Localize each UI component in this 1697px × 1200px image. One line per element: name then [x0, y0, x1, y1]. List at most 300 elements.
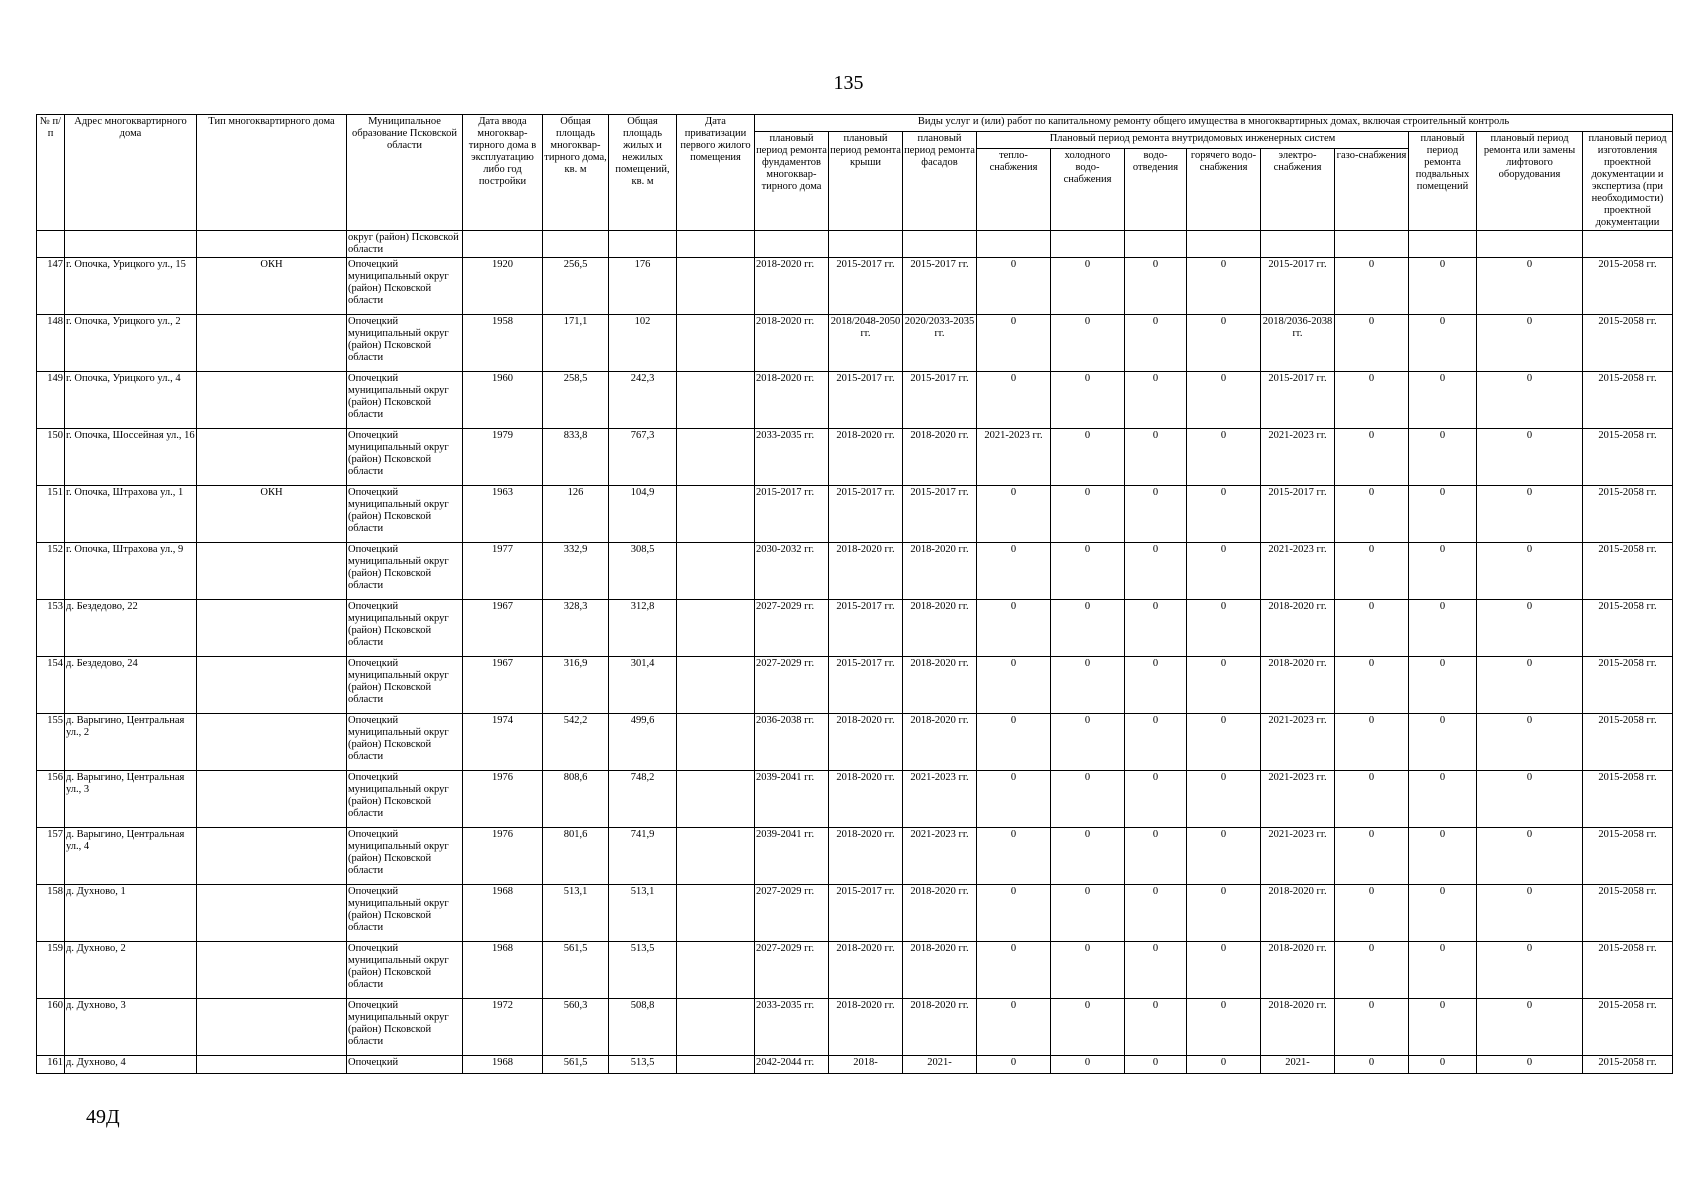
table-row [37, 828, 1673, 885]
cell-basement: 0 [1409, 714, 1477, 771]
cell-year: 1920 [463, 258, 543, 315]
cell-year: 1968 [463, 1056, 543, 1074]
cell-num: 155 [37, 714, 65, 771]
cell-basement: 0 [1409, 315, 1477, 372]
cell-sewer: 0 [1125, 714, 1187, 771]
cell-gas: 0 [1335, 1056, 1409, 1074]
cell-facade: 2018-2020 гг. [903, 543, 977, 600]
cell-elevator: 0 [1477, 657, 1583, 714]
cell-sewer: 0 [1125, 657, 1187, 714]
cell-heat: 0 [977, 258, 1051, 315]
cell-heat: 0 [977, 600, 1051, 657]
cell-living-area: 499,6 [609, 714, 677, 771]
cell-address: г. Опочка, Урицкого ул., 15 [65, 258, 197, 315]
table-row [37, 372, 1673, 429]
header-basement: плановый период ремонта подвальных помещений [1409, 132, 1477, 231]
header-works-group: Виды услуг и (или) работ по капитальному ремонту общего имущества в многоквартирных домах, включая строительный контроль [755, 115, 1673, 132]
cell-municipality: Опочецкий муниципальный округ (район) Псковской области [347, 828, 463, 885]
cell-basement: 0 [1409, 942, 1477, 999]
cell-cold-water: 0 [1051, 486, 1125, 543]
cell-year: 1968 [463, 885, 543, 942]
cell-gas: 0 [1335, 315, 1409, 372]
cell-gas: 0 [1335, 942, 1409, 999]
header-systems-group: Плановый период ремонта внутридомовых инженерных систем [977, 132, 1409, 149]
cell-cold-water: 0 [1051, 885, 1125, 942]
cell-elevator: 0 [1477, 885, 1583, 942]
cell-type [197, 600, 347, 657]
cell-elevator: 0 [1477, 771, 1583, 828]
cell-privatization-date [677, 258, 755, 315]
cell-type [197, 543, 347, 600]
cell-privatization-date [677, 657, 755, 714]
cell-privatization-date [677, 315, 755, 372]
cell-num: 152 [37, 543, 65, 600]
cell-roof: 2015-2017 гг. [829, 372, 903, 429]
cell-municipality: округ (район) Псковской области [347, 231, 463, 258]
header-electric: электро-снабжения [1261, 149, 1335, 231]
cell-living-area: 312,8 [609, 600, 677, 657]
cell-living-area: 513,1 [609, 885, 677, 942]
cell-roof: 2018-2020 гг. [829, 771, 903, 828]
cell-privatization-date [677, 600, 755, 657]
cell-privatization-date [677, 372, 755, 429]
cell-facade: 2018-2020 гг. [903, 714, 977, 771]
cell-design: 2015-2058 гг. [1583, 1056, 1673, 1074]
cell-roof: 2018-2020 гг. [829, 999, 903, 1056]
cell-foundation: 2033-2035 гг. [755, 429, 829, 486]
cell-living-area: 508,8 [609, 999, 677, 1056]
cell-year: 1958 [463, 315, 543, 372]
cell-num: 158 [37, 885, 65, 942]
table-row [37, 942, 1673, 999]
header-address: Адрес многоквартирного дома [65, 115, 197, 231]
cell-design: 2015-2058 гг. [1583, 372, 1673, 429]
cell-facade: 2021-2023 гг. [903, 828, 977, 885]
cell-design: 2015-2058 гг. [1583, 942, 1673, 999]
cell-facade: 2018-2020 гг. [903, 885, 977, 942]
table-row-continuation [37, 231, 1673, 258]
cell-elevator: 0 [1477, 372, 1583, 429]
cell-num: 153 [37, 600, 65, 657]
cell-design: 2015-2058 гг. [1583, 315, 1673, 372]
cell-design: 2015-2058 гг. [1583, 486, 1673, 543]
cell-total-area: 256,5 [543, 258, 609, 315]
cell-municipality: Опочецкий муниципальный округ (район) Псковской области [347, 999, 463, 1056]
cell-gas: 0 [1335, 543, 1409, 600]
cell-facade: 2018-2020 гг. [903, 600, 977, 657]
cell-total-area: 328,3 [543, 600, 609, 657]
cell-foundation: 2027-2029 гг. [755, 942, 829, 999]
cell-roof: 2015-2017 гг. [829, 258, 903, 315]
cell-year: 1974 [463, 714, 543, 771]
header-hot-water: горячего водо-снабжения [1187, 149, 1261, 231]
cell-heat: 0 [977, 372, 1051, 429]
cell-gas: 0 [1335, 999, 1409, 1056]
cell-type [197, 942, 347, 999]
cell-facade: 2015-2017 гг. [903, 258, 977, 315]
cell-heat: 0 [977, 885, 1051, 942]
cell-design: 2015-2058 гг. [1583, 657, 1673, 714]
cell-cold-water: 0 [1051, 828, 1125, 885]
cell-electric: 2021-2023 гг. [1261, 828, 1335, 885]
cell-hot-water: 0 [1187, 885, 1261, 942]
cell-type: ОКН [197, 486, 347, 543]
table-row [37, 657, 1673, 714]
cell-cold-water: 0 [1051, 258, 1125, 315]
cell-total-area: 171,1 [543, 315, 609, 372]
cell-living-area: 176 [609, 258, 677, 315]
cell-gas: 0 [1335, 828, 1409, 885]
cell-privatization-date [677, 828, 755, 885]
cell-design: 2015-2058 гг. [1583, 600, 1673, 657]
cell-municipality: Опочецкий муниципальный округ (район) Псковской области [347, 543, 463, 600]
cell-basement: 0 [1409, 372, 1477, 429]
cell-sewer: 0 [1125, 885, 1187, 942]
cell-elevator: 0 [1477, 999, 1583, 1056]
cell-year: 1976 [463, 828, 543, 885]
cell-municipality: Опочецкий муниципальный округ (район) Псковской области [347, 714, 463, 771]
cell-gas: 0 [1335, 714, 1409, 771]
table-row [37, 600, 1673, 657]
cell-total-area: 542,2 [543, 714, 609, 771]
cell-hot-water: 0 [1187, 315, 1261, 372]
cell-num: 151 [37, 486, 65, 543]
cell-heat: 0 [977, 543, 1051, 600]
cell-design: 2015-2058 гг. [1583, 714, 1673, 771]
table-row [37, 258, 1673, 315]
cell-gas: 0 [1335, 771, 1409, 828]
cell-electric: 2018-2020 гг. [1261, 600, 1335, 657]
cell-elevator: 0 [1477, 486, 1583, 543]
cell-electric: 2021- [1261, 1056, 1335, 1074]
cell-cold-water: 0 [1051, 600, 1125, 657]
cell-sewer: 0 [1125, 258, 1187, 315]
cell-address: д. Духново, 4 [65, 1056, 197, 1074]
cell-heat: 0 [977, 999, 1051, 1056]
cell-sewer: 0 [1125, 771, 1187, 828]
cell-hot-water: 0 [1187, 258, 1261, 315]
cell-total-area: 833,8 [543, 429, 609, 486]
cell-type [197, 714, 347, 771]
cell-address: д. Бездедово, 24 [65, 657, 197, 714]
cell-year: 1960 [463, 372, 543, 429]
cell-sewer: 0 [1125, 942, 1187, 999]
cell-heat: 0 [977, 942, 1051, 999]
cell-elevator: 0 [1477, 600, 1583, 657]
cell-municipality: Опочецкий муниципальный округ (район) Псковской области [347, 315, 463, 372]
cell-living-area: 308,5 [609, 543, 677, 600]
cell-basement: 0 [1409, 657, 1477, 714]
header-gas: газо-снабжения [1335, 149, 1409, 231]
cell-type [197, 828, 347, 885]
cell-elevator: 0 [1477, 258, 1583, 315]
cell-roof: 2018/2048-2050 гг. [829, 315, 903, 372]
table-row [37, 714, 1673, 771]
cell-year: 1979 [463, 429, 543, 486]
cell-electric: 2015-2017 гг. [1261, 372, 1335, 429]
cell-total-area: 561,5 [543, 942, 609, 999]
cell-elevator: 0 [1477, 942, 1583, 999]
cell-foundation: 2015-2017 гг. [755, 486, 829, 543]
cell-hot-water: 0 [1187, 657, 1261, 714]
cell-municipality: Опочецкий муниципальный округ (район) Псковской области [347, 771, 463, 828]
cell-living-area: 301,4 [609, 657, 677, 714]
cell-municipality: Опочецкий муниципальный округ (район) Псковской области [347, 372, 463, 429]
cell-address: д. Варыгино, Центральная ул., 3 [65, 771, 197, 828]
cell-address: г. Опочка, Урицкого ул., 4 [65, 372, 197, 429]
cell-hot-water: 0 [1187, 942, 1261, 999]
cell-sewer: 0 [1125, 999, 1187, 1056]
cell-foundation: 2033-2035 гг. [755, 999, 829, 1056]
cell-total-area: 561,5 [543, 1056, 609, 1074]
cell-municipality: Опочецкий муниципальный округ (район) Псковской области [347, 657, 463, 714]
cell-basement: 0 [1409, 543, 1477, 600]
cell-privatization-date [677, 543, 755, 600]
cell-gas: 0 [1335, 372, 1409, 429]
header-sewer: водо-отведения [1125, 149, 1187, 231]
table-row [37, 543, 1673, 600]
cell-type [197, 657, 347, 714]
cell-address: д. Духново, 2 [65, 942, 197, 999]
cell-hot-water: 0 [1187, 714, 1261, 771]
cell-living-area: 513,5 [609, 1056, 677, 1074]
cell-living-area: 767,3 [609, 429, 677, 486]
cell-roof: 2015-2017 гг. [829, 600, 903, 657]
cell-foundation: 2030-2032 гг. [755, 543, 829, 600]
cell-gas: 0 [1335, 486, 1409, 543]
table-row [37, 315, 1673, 372]
cell-sewer: 0 [1125, 600, 1187, 657]
cell-year: 1976 [463, 771, 543, 828]
cell-sewer: 0 [1125, 372, 1187, 429]
cell-cold-water: 0 [1051, 714, 1125, 771]
cell-address: г. Опочка, Штрахова ул., 9 [65, 543, 197, 600]
cell-cold-water: 0 [1051, 771, 1125, 828]
cell-address: г. Опочка, Штрахова ул., 1 [65, 486, 197, 543]
cell-cold-water: 0 [1051, 657, 1125, 714]
cell-foundation: 2042-2044 гг. [755, 1056, 829, 1074]
cell-design: 2015-2058 гг. [1583, 258, 1673, 315]
header-num: № п/п [37, 115, 65, 231]
header-total-area: Общая площадь многоквар-тирного дома, кв. м [543, 115, 609, 231]
cell-municipality: Опочецкий муниципальный округ (район) Псковской области [347, 429, 463, 486]
header-municipality: Муниципальное образование Псковской области [347, 115, 463, 231]
document-code: 49Д [86, 1106, 120, 1128]
cell-cold-water: 0 [1051, 543, 1125, 600]
cell-facade: 2021- [903, 1056, 977, 1074]
cell-gas: 0 [1335, 657, 1409, 714]
cell-privatization-date [677, 486, 755, 543]
cell-type [197, 429, 347, 486]
cell-elevator: 0 [1477, 315, 1583, 372]
cell-cold-water: 0 [1051, 429, 1125, 486]
cell-roof: 2015-2017 гг. [829, 885, 903, 942]
cell-heat: 2021-2023 гг. [977, 429, 1051, 486]
cell-heat: 0 [977, 315, 1051, 372]
cell-privatization-date [677, 714, 755, 771]
cell-num: 154 [37, 657, 65, 714]
cell-type [197, 315, 347, 372]
cell-facade: 2015-2017 гг. [903, 372, 977, 429]
cell-privatization-date [677, 885, 755, 942]
cell-elevator: 0 [1477, 714, 1583, 771]
cell-total-area: 332,9 [543, 543, 609, 600]
cell-address: д. Варыгино, Центральная ул., 4 [65, 828, 197, 885]
cell-basement: 0 [1409, 258, 1477, 315]
table-row [37, 771, 1673, 828]
cell-cold-water: 0 [1051, 315, 1125, 372]
cell-basement: 0 [1409, 828, 1477, 885]
cell-electric: 2018/2036-2038 гг. [1261, 315, 1335, 372]
cell-type [197, 885, 347, 942]
cell-facade: 2018-2020 гг. [903, 657, 977, 714]
cell-facade: 2020/2033-2035 гг. [903, 315, 977, 372]
cell-hot-water: 0 [1187, 771, 1261, 828]
cell-foundation: 2018-2020 гг. [755, 315, 829, 372]
cell-address: д. Духново, 3 [65, 999, 197, 1056]
cell-roof: 2018-2020 гг. [829, 429, 903, 486]
header-type: Тип многоквартирного дома [197, 115, 347, 231]
cell-type [197, 1056, 347, 1074]
header-elevator: плановый период ремонта или замены лифтового оборудования [1477, 132, 1583, 231]
cell-electric: 2018-2020 гг. [1261, 942, 1335, 999]
cell-facade: 2018-2020 гг. [903, 999, 977, 1056]
cell-gas: 0 [1335, 600, 1409, 657]
cell-sewer: 0 [1125, 828, 1187, 885]
cell-living-area: 242,3 [609, 372, 677, 429]
cell-hot-water: 0 [1187, 1056, 1261, 1074]
cell-foundation: 2027-2029 гг. [755, 885, 829, 942]
cell-municipality: Опочецкий муниципальный округ (район) Псковской области [347, 258, 463, 315]
cell-living-area: 513,5 [609, 942, 677, 999]
cell-facade: 2018-2020 гг. [903, 942, 977, 999]
cell-total-area: 808,6 [543, 771, 609, 828]
cell-hot-water: 0 [1187, 429, 1261, 486]
cell-address: д. Духново, 1 [65, 885, 197, 942]
cell-design: 2015-2058 гг. [1583, 885, 1673, 942]
cell-living-area: 102 [609, 315, 677, 372]
header-cold-water: холодного водо-снабжения [1051, 149, 1125, 231]
cell-num: 161 [37, 1056, 65, 1074]
cell-design: 2015-2058 гг. [1583, 999, 1673, 1056]
cell-year: 1967 [463, 657, 543, 714]
cell-hot-water: 0 [1187, 486, 1261, 543]
cell-heat: 0 [977, 714, 1051, 771]
cell-basement: 0 [1409, 771, 1477, 828]
table-row [37, 486, 1673, 543]
cell-gas: 0 [1335, 885, 1409, 942]
cell-hot-water: 0 [1187, 372, 1261, 429]
cell-hot-water: 0 [1187, 999, 1261, 1056]
cell-total-area: 560,3 [543, 999, 609, 1056]
cell-municipality: Опочецкий муниципальный округ (район) Псковской области [347, 600, 463, 657]
cell-total-area: 316,9 [543, 657, 609, 714]
cell-elevator: 0 [1477, 429, 1583, 486]
cell-foundation: 2018-2020 гг. [755, 258, 829, 315]
cell-elevator: 0 [1477, 828, 1583, 885]
cell-design: 2015-2058 гг. [1583, 771, 1673, 828]
cell-address: д. Варыгино, Центральная ул., 2 [65, 714, 197, 771]
cell-electric: 2021-2023 гг. [1261, 543, 1335, 600]
cell-address: г. Опочка, Урицкого ул., 2 [65, 315, 197, 372]
cell-foundation: 2027-2029 гг. [755, 657, 829, 714]
cell-basement: 0 [1409, 600, 1477, 657]
cell-roof: 2018-2020 гг. [829, 828, 903, 885]
cell-gas: 0 [1335, 258, 1409, 315]
cell-num: 148 [37, 315, 65, 372]
table-row [37, 429, 1673, 486]
cell-roof: 2018- [829, 1056, 903, 1074]
cell-electric: 2018-2020 гг. [1261, 999, 1335, 1056]
cell-num: 150 [37, 429, 65, 486]
cell-year: 1972 [463, 999, 543, 1056]
cell-total-area: 513,1 [543, 885, 609, 942]
cell-total-area: 126 [543, 486, 609, 543]
cell-roof: 2018-2020 гг. [829, 942, 903, 999]
cell-num: 147 [37, 258, 65, 315]
cell-total-area: 258,5 [543, 372, 609, 429]
cell-num: 149 [37, 372, 65, 429]
cell-year: 1977 [463, 543, 543, 600]
cell-elevator: 0 [1477, 1056, 1583, 1074]
cell-type [197, 771, 347, 828]
cell-sewer: 0 [1125, 543, 1187, 600]
cell-year: 1963 [463, 486, 543, 543]
cell-hot-water: 0 [1187, 600, 1261, 657]
cell-facade: 2021-2023 гг. [903, 771, 977, 828]
header-commission-date: Дата ввода многоквар-тирного дома в эксплуатацию либо год постройки [463, 115, 543, 231]
cell-basement: 0 [1409, 999, 1477, 1056]
cell-design: 2015-2058 гг. [1583, 429, 1673, 486]
header-foundation: плановый период ремонта фундаментов многоквар-тирного дома [755, 132, 829, 231]
cell-foundation: 2039-2041 гг. [755, 828, 829, 885]
capital-repair-table [36, 114, 1673, 1074]
cell-cold-water: 0 [1051, 942, 1125, 999]
cell-cold-water: 0 [1051, 1056, 1125, 1074]
cell-living-area: 741,9 [609, 828, 677, 885]
cell-hot-water: 0 [1187, 828, 1261, 885]
cell-total-area: 801,6 [543, 828, 609, 885]
cell-foundation: 2018-2020 гг. [755, 372, 829, 429]
cell-facade: 2015-2017 гг. [903, 486, 977, 543]
cell-heat: 0 [977, 657, 1051, 714]
cell-basement: 0 [1409, 429, 1477, 486]
header-roof: плановый период ремонта крыши [829, 132, 903, 231]
cell-living-area: 104,9 [609, 486, 677, 543]
cell-privatization-date [677, 942, 755, 999]
cell-privatization-date [677, 771, 755, 828]
cell-roof: 2018-2020 гг. [829, 543, 903, 600]
header-living-area: Общая площадь жилых и нежилых помещений, кв. м [609, 115, 677, 231]
header-design: плановый период изготовления проектной документации и экспертиза (при необходимости) проектной документации [1583, 132, 1673, 231]
cell-foundation: 2036-2038 гг. [755, 714, 829, 771]
cell-year: 1968 [463, 942, 543, 999]
cell-municipality: Опочецкий [347, 1056, 463, 1074]
cell-electric: 2021-2023 гг. [1261, 429, 1335, 486]
header-heat: тепло-снабжения [977, 149, 1051, 231]
cell-basement: 0 [1409, 885, 1477, 942]
cell-electric: 2021-2023 гг. [1261, 714, 1335, 771]
table-row [37, 999, 1673, 1056]
cell-type: ОКН [197, 258, 347, 315]
cell-sewer: 0 [1125, 486, 1187, 543]
cell-municipality: Опочецкий муниципальный округ (район) Псковской области [347, 885, 463, 942]
cell-privatization-date [677, 999, 755, 1056]
cell-facade: 2018-2020 гг. [903, 429, 977, 486]
cell-elevator: 0 [1477, 543, 1583, 600]
cell-cold-water: 0 [1051, 372, 1125, 429]
page-number: 135 [833, 72, 864, 94]
